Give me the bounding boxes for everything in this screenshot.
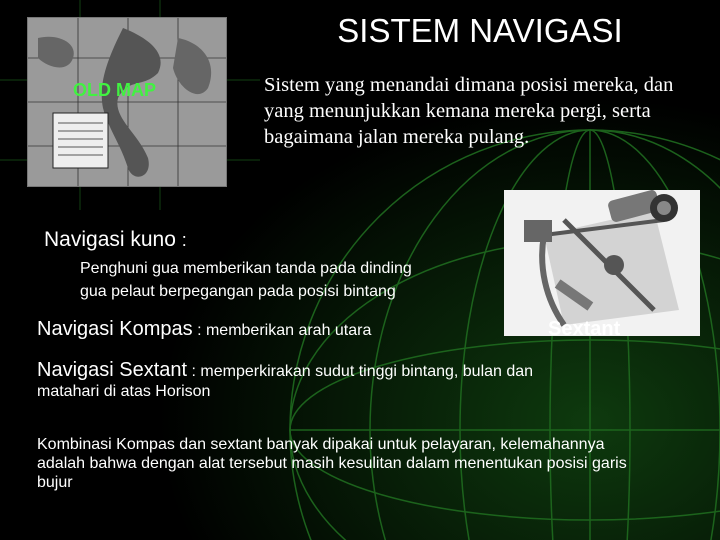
navigasi-kuno-heading <box>44 228 187 252</box>
navigasi-kuno-text <box>80 257 500 303</box>
bottom-paragraph: Kombinasi Kompas dan sextant banyak dipakai untuk pelayaran, kelemahannya adalah bahwa dengan alat tersebut masih kesulitan dalam menentukan posisi garis bujur <box>37 436 627 491</box>
navigasi-sextant-heading: Navigasi Sextant <box>37 359 188 381</box>
navigasi-kuno-line-2: gua pelaut berpegangan pada posisi bintang <box>80 283 396 300</box>
old-map-label: OLD MAP <box>73 80 156 100</box>
sextant-photo-label: Sextant <box>548 318 621 340</box>
navigasi-kompas-desc: : memberikan arah utara <box>192 322 372 339</box>
navigasi-kuno-colon: : <box>181 230 187 250</box>
navigasi-sextant-desc-cont: matahari di atas Horison <box>37 383 211 400</box>
navigasi-kompas-row <box>37 318 371 341</box>
navigasi-sextant-desc: : memperkirakan sudut tinggi bintang, bulan dan <box>187 363 534 380</box>
navigasi-kuno-line-1: Penghuni gua memberikan tanda pada dinding <box>80 260 412 277</box>
navigasi-sextant-row <box>37 359 533 382</box>
slide-title: SISTEM NAVIGASI <box>337 12 623 49</box>
navigasi-kuno-title: Navigasi kuno <box>44 228 176 251</box>
navigasi-kompas-heading: Navigasi Kompas <box>37 318 193 340</box>
old-map-image <box>27 17 227 187</box>
intro-paragraph: Sistem yang menandai dimana posisi mereka, dan yang menunjukkan kemana mereka pergi, serta bagaimana jalan mereka pulang. <box>264 74 674 148</box>
sextant-image <box>504 190 700 336</box>
